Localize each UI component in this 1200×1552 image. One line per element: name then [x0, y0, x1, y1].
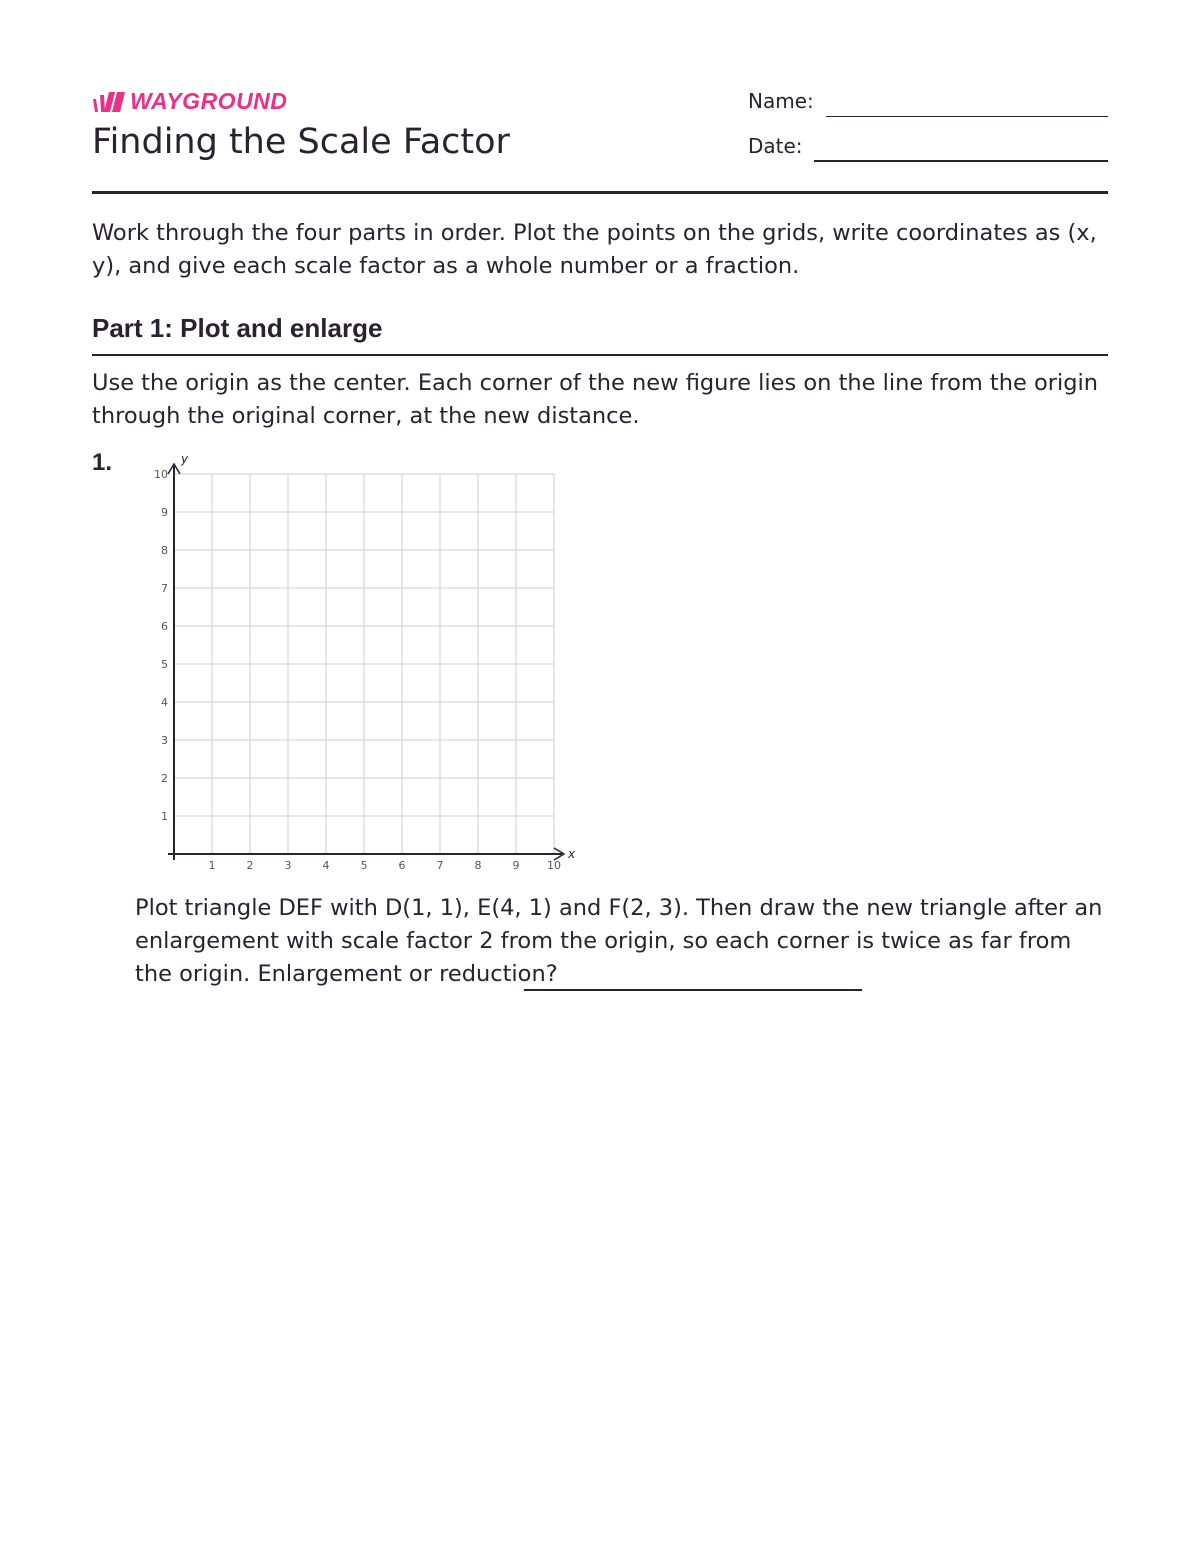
name-field[interactable] — [826, 116, 1108, 117]
y-tick-label: 9 — [161, 506, 168, 519]
y-tick-label: 5 — [161, 658, 168, 671]
worksheet-title: Finding the Scale Factor — [92, 122, 510, 162]
y-tick-label: 6 — [161, 620, 168, 633]
part-1-intro: Use the origin as the center. Each corner of the new figure lies on the line from the origin through the original corner, at the new distance. — [92, 370, 1099, 429]
x-tick-label: 2 — [246, 859, 254, 872]
x-tick-label: 7 — [436, 859, 444, 872]
wayground-logo-icon — [92, 91, 126, 113]
coordinate-grid[interactable] — [130, 448, 590, 878]
part-1-divider — [92, 354, 1108, 356]
date-field[interactable] — [814, 160, 1108, 162]
x-tick-label: 1 — [208, 859, 216, 872]
question-text: Plot triangle DEF with D(1, 1), E(4, 1) and F(2, 3). Then draw the new triangle after an enlargement with scale factor 2 from the origin, so each corner is twice as far from the origin. Enlargement or reduction? — [135, 895, 1103, 987]
brand-name: WAYGROUND — [130, 88, 288, 114]
y-tick-label: 4 — [161, 696, 168, 709]
x-axis-label: x — [568, 847, 576, 861]
header-divider — [92, 191, 1108, 194]
y-tick-label: 3 — [161, 734, 168, 747]
y-tick-label: 2 — [161, 772, 168, 785]
y-axis-label: y — [181, 452, 189, 466]
instructions: Work through the four parts in order. Plot the points on the grids, write coordinates as (x, y), and give each scale factor as a whole number or a fraction. — [92, 220, 1097, 279]
y-tick-label: 10 — [154, 468, 168, 481]
part-1-heading: Part 1: Plot and enlarge — [92, 313, 383, 343]
x-tick-label: 8 — [474, 859, 482, 872]
x-tick-label: 6 — [398, 859, 406, 872]
x-tick-label: 9 — [512, 859, 520, 872]
x-tick-label: 4 — [322, 859, 330, 872]
answer-line[interactable] — [524, 989, 862, 991]
brand-logo — [92, 88, 287, 115]
x-tick-label: 10 — [547, 859, 561, 872]
y-tick-label: 8 — [161, 544, 168, 557]
date-label: Date: — [748, 134, 803, 158]
question-number: 1. — [92, 449, 113, 476]
y-tick-label: 1 — [161, 810, 168, 823]
x-tick-label: 3 — [284, 859, 292, 872]
x-tick-label: 5 — [360, 859, 368, 872]
name-label: Name: — [748, 89, 814, 113]
y-tick-label: 7 — [161, 582, 168, 595]
